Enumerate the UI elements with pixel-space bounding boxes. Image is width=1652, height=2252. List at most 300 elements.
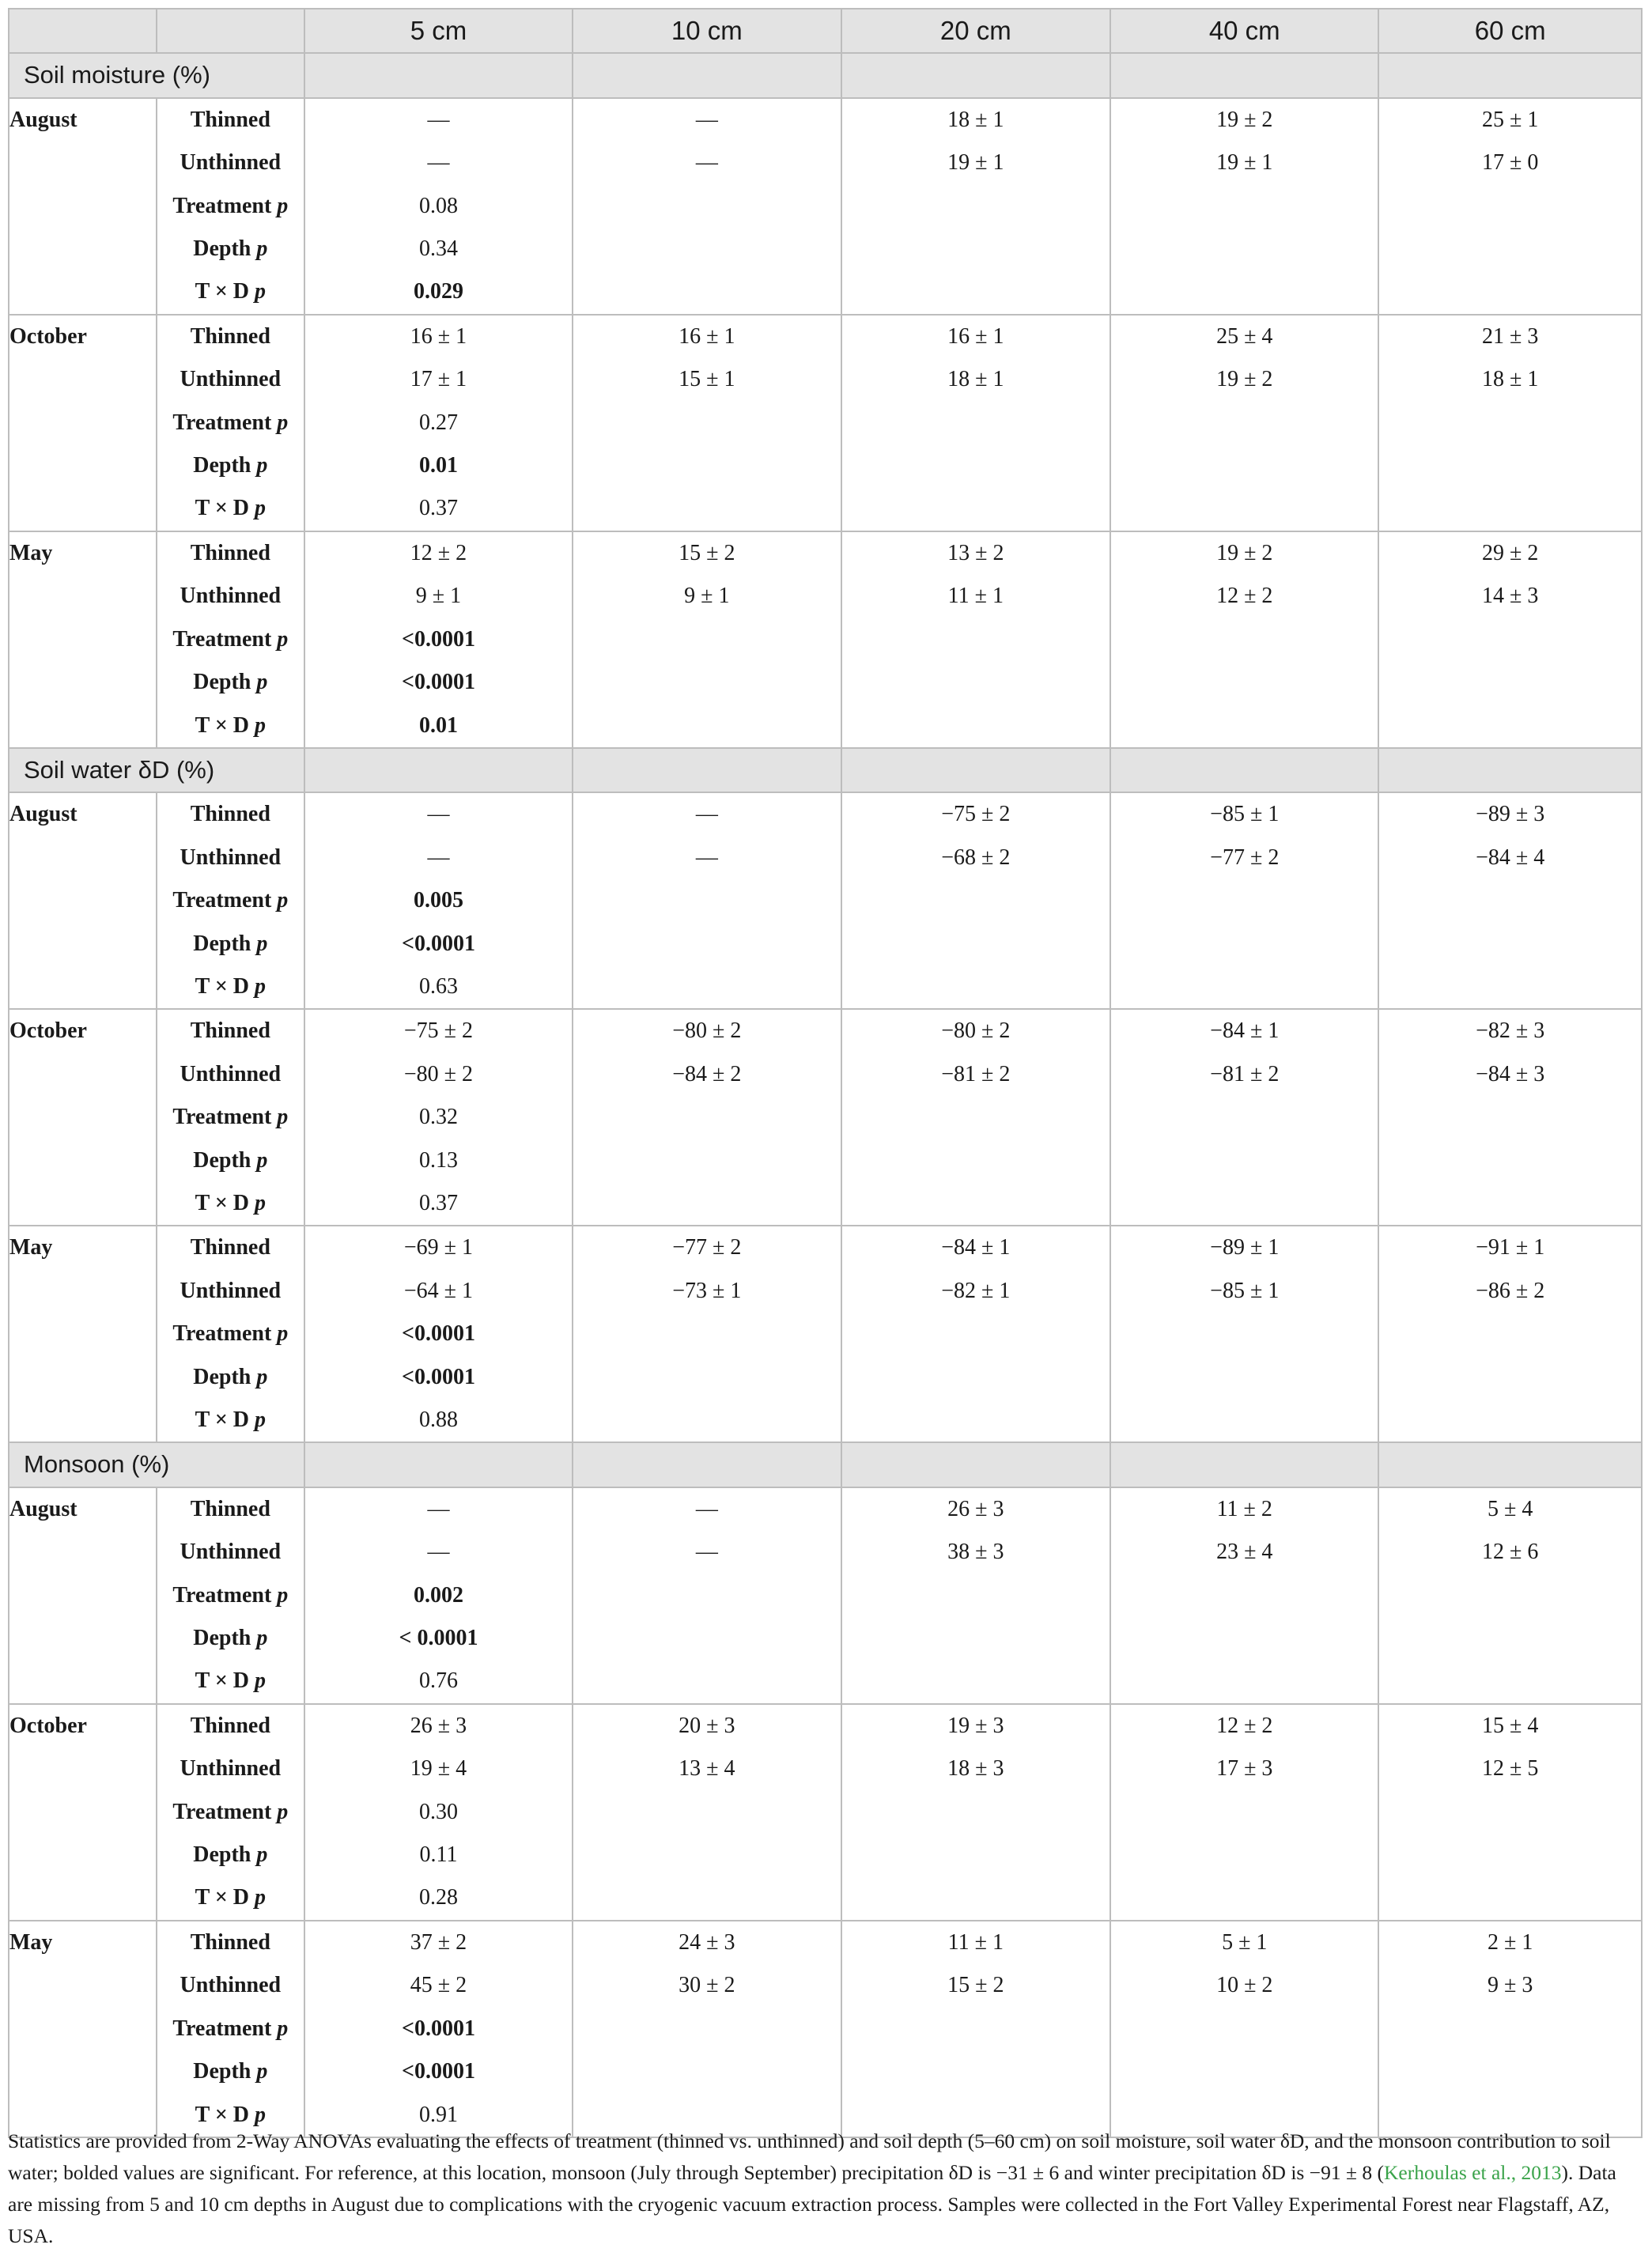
row-label-text: Depth (193, 931, 251, 956)
empty-cell (841, 965, 1111, 1009)
empty-cell (573, 185, 841, 228)
row-label (157, 879, 304, 922)
row-label-text: Unthinned (180, 1061, 282, 1086)
empty-cell (1110, 1096, 1378, 1139)
value-cell: 19 ± 1 (1110, 142, 1378, 184)
value-cell: −86 ± 2 (1378, 1270, 1642, 1313)
row-label (157, 487, 304, 531)
empty-cell (1378, 1834, 1642, 1876)
row-label (157, 444, 304, 487)
empty-cell (573, 1660, 841, 1703)
empty-cell (841, 1834, 1111, 1876)
value-cell: — (573, 837, 841, 879)
table-row (9, 879, 1642, 922)
table-row (9, 1226, 1642, 1269)
empty-cell (1378, 2050, 1642, 2093)
table-body (9, 53, 1642, 2137)
row-label-text: Treatment (172, 626, 272, 652)
table-row (9, 1876, 1642, 1920)
empty-cell (1110, 1356, 1378, 1399)
table-row (9, 1139, 1642, 1182)
row-label-text: Treatment (172, 1321, 272, 1347)
table-row (9, 2050, 1642, 2093)
empty-cell (573, 487, 841, 531)
row-label (157, 1009, 304, 1052)
p-value-cell: 0.005 (304, 879, 573, 922)
table-row (9, 1399, 1642, 1442)
empty-cell (573, 1876, 841, 1920)
value-cell: 19 ± 1 (841, 142, 1111, 184)
row-label-text: Thinned (190, 540, 270, 565)
empty-cell (573, 1399, 841, 1442)
row-label-text: Thinned (190, 1018, 270, 1044)
empty-cell (1378, 444, 1642, 487)
value-cell: 9 ± 1 (573, 575, 841, 618)
empty-cell (1378, 1617, 1642, 1660)
empty-cell (573, 2050, 841, 2093)
empty-cell (573, 2008, 841, 2050)
p-symbol: p (256, 453, 268, 478)
section-spacer (573, 1442, 841, 1487)
row-label-text: Depth (193, 2059, 251, 2084)
column-header: 60 cm (1378, 9, 1642, 53)
p-symbol: p (256, 1147, 268, 1173)
p-symbol: p (255, 2102, 267, 2127)
value-cell: −84 ± 1 (841, 1226, 1111, 1269)
empty-cell (1110, 1139, 1378, 1182)
value-cell: 14 ± 3 (1378, 575, 1642, 618)
empty-cell (1110, 705, 1378, 748)
row-label-text: Treatment (172, 1582, 272, 1608)
value-cell: 19 ± 2 (1110, 358, 1378, 401)
p-symbol: p (255, 1885, 267, 1910)
row-label (157, 2008, 304, 2050)
p-value-cell: < 0.0001 (304, 1617, 573, 1660)
p-value-cell: 0.11 (304, 1834, 573, 1876)
p-symbol: p (255, 973, 267, 999)
empty-cell (1110, 1791, 1378, 1834)
table-row (9, 358, 1642, 401)
table-row (9, 1182, 1642, 1226)
row-label-text: Thinned (190, 1235, 270, 1260)
empty-cell (841, 402, 1111, 444)
empty-cell (841, 270, 1111, 314)
p-symbol: p (256, 1626, 268, 1651)
table-row (9, 1921, 1642, 1964)
value-cell: −82 ± 1 (841, 1270, 1111, 1313)
section-spacer (841, 53, 1111, 97)
column-header: 20 cm (841, 9, 1111, 53)
value-cell: 26 ± 3 (841, 1487, 1111, 1531)
column-header: 40 cm (1110, 9, 1378, 53)
empty-cell (1378, 270, 1642, 314)
value-cell: −89 ± 3 (1378, 792, 1642, 836)
row-label-text: Unthinned (180, 1278, 282, 1303)
row-label (157, 1399, 304, 1442)
value-cell: — (573, 1531, 841, 1574)
table-row (9, 1487, 1642, 1531)
value-cell: 17 ± 0 (1378, 142, 1642, 184)
row-label (157, 1531, 304, 1574)
value-cell: −68 ± 2 (841, 837, 1111, 879)
table-row (9, 142, 1642, 184)
empty-cell (841, 618, 1111, 661)
value-cell: 17 ± 1 (304, 358, 573, 401)
section-label: Soil moisture (%) (9, 53, 304, 97)
row-label-text: Treatment (172, 1105, 272, 1130)
p-value-cell: 0.13 (304, 1139, 573, 1182)
p-value-cell: <0.0001 (304, 2050, 573, 2093)
row-label (157, 1096, 304, 1139)
empty-cell (573, 1313, 841, 1355)
row-label-text: Thinned (190, 1929, 270, 1955)
p-symbol: p (255, 279, 267, 304)
section-label: Monsoon (%) (9, 1442, 304, 1487)
empty-cell (1110, 1313, 1378, 1355)
value-cell: 26 ± 3 (304, 1704, 573, 1748)
row-label (157, 1270, 304, 1313)
value-cell: 12 ± 2 (304, 531, 573, 575)
month-label: August (9, 1487, 157, 1704)
row-label (157, 270, 304, 314)
footnote-text: Statistics are provided from 2-Way ANOVAs evaluating the effects of treatment (thinned vs. unthinned) and soil depth (5–60 cm) on soil moisture, soil water δD, and the monsoon contribution to soil water; bolded values are significant. For reference, at this location, monsoon (July through September) precipitation δD is −31 ± 6 and winter precipitation δD is −91 ± 8 ( (8, 2129, 1611, 2184)
p-value-cell: <0.0001 (304, 1313, 573, 1355)
value-cell: 12 ± 2 (1110, 1704, 1378, 1748)
value-cell: 12 ± 6 (1378, 1531, 1642, 1574)
p-value-cell: 0.37 (304, 487, 573, 531)
empty-cell (1110, 1399, 1378, 1442)
row-label (157, 1139, 304, 1182)
column-header (9, 9, 157, 53)
table-row (9, 487, 1642, 531)
value-cell: 11 ± 1 (841, 575, 1111, 618)
empty-cell (1378, 2008, 1642, 2050)
section-spacer (1110, 1442, 1378, 1487)
table-row (9, 705, 1642, 748)
value-cell: 11 ± 2 (1110, 1487, 1378, 1531)
section-spacer (1110, 748, 1378, 792)
empty-cell (573, 270, 841, 314)
value-cell: — (304, 792, 573, 836)
empty-cell (573, 1182, 841, 1226)
p-symbol: p (277, 2016, 289, 2041)
value-cell: 13 ± 4 (573, 1748, 841, 1790)
month-label: May (9, 531, 157, 748)
empty-cell (1110, 965, 1378, 1009)
row-label (157, 1921, 304, 1964)
value-cell: −81 ± 2 (1110, 1053, 1378, 1096)
value-cell: 18 ± 1 (1378, 358, 1642, 401)
value-cell: −91 ± 1 (1378, 1226, 1642, 1269)
empty-cell (1378, 1096, 1642, 1139)
empty-cell (841, 1574, 1111, 1617)
value-cell: 19 ± 2 (1110, 98, 1378, 142)
empty-cell (1110, 1182, 1378, 1226)
empty-cell (1110, 1574, 1378, 1617)
empty-cell (1110, 879, 1378, 922)
value-cell: — (573, 98, 841, 142)
empty-cell (1110, 1834, 1378, 1876)
value-cell: 17 ± 3 (1110, 1748, 1378, 1790)
p-value-cell: <0.0001 (304, 923, 573, 965)
row-label-text: Unthinned (180, 367, 282, 392)
empty-cell (841, 487, 1111, 531)
p-symbol: p (255, 1668, 267, 1694)
section-spacer (1110, 53, 1378, 97)
row-label-text: Treatment (172, 193, 272, 218)
section-spacer (1378, 1442, 1642, 1487)
results-table (8, 8, 1643, 2138)
value-cell: 11 ± 1 (841, 1921, 1111, 1964)
empty-cell (1378, 618, 1642, 661)
table-row (9, 1313, 1642, 1355)
table-row (9, 531, 1642, 575)
value-cell: −73 ± 1 (573, 1270, 841, 1313)
p-value-cell: <0.0001 (304, 1356, 573, 1399)
table-row (9, 270, 1642, 314)
value-cell: 10 ± 2 (1110, 1964, 1378, 2007)
p-symbol: p (277, 1105, 289, 1130)
p-symbol: p (256, 236, 268, 262)
p-value-cell: 0.01 (304, 705, 573, 748)
p-value-cell: 0.32 (304, 1096, 573, 1139)
value-cell: 2 ± 1 (1378, 1921, 1642, 1964)
row-label (157, 98, 304, 142)
value-cell: 15 ± 2 (841, 1964, 1111, 2007)
value-cell: −75 ± 2 (304, 1009, 573, 1052)
row-label (157, 531, 304, 575)
row-label (157, 575, 304, 618)
empty-cell (573, 1574, 841, 1617)
header-row (9, 9, 1642, 53)
row-label-text: Depth (193, 236, 251, 262)
value-cell: — (304, 142, 573, 184)
value-cell: 21 ± 3 (1378, 315, 1642, 358)
row-label (157, 837, 304, 879)
empty-cell (841, 1139, 1111, 1182)
month-label: October (9, 1009, 157, 1226)
empty-cell (573, 1834, 841, 1876)
table-row (9, 228, 1642, 270)
empty-cell (573, 705, 841, 748)
row-label-text: Depth (193, 1842, 251, 1868)
month-label: October (9, 315, 157, 531)
value-cell: 25 ± 1 (1378, 98, 1642, 142)
section-spacer (304, 748, 573, 792)
value-cell: 24 ± 3 (573, 1921, 841, 1964)
row-label (157, 2050, 304, 2093)
value-cell: −75 ± 2 (841, 792, 1111, 836)
empty-cell (841, 2008, 1111, 2050)
empty-cell (1110, 2008, 1378, 2050)
row-label-text: T × D (195, 496, 250, 521)
section-spacer (304, 1442, 573, 1487)
empty-cell (1110, 661, 1378, 704)
row-label (157, 1356, 304, 1399)
empty-cell (841, 1617, 1111, 1660)
value-cell: −85 ± 1 (1110, 792, 1378, 836)
table-row (9, 1791, 1642, 1834)
value-cell: 16 ± 1 (304, 315, 573, 358)
citation-link[interactable]: Kerhoulas et al., 2013 (1383, 2161, 1562, 2184)
section-spacer (573, 748, 841, 792)
empty-cell (1110, 618, 1378, 661)
empty-cell (1378, 879, 1642, 922)
table-row (9, 1356, 1642, 1399)
row-label-text: Thinned (190, 323, 270, 349)
p-value-cell: 0.029 (304, 270, 573, 314)
value-cell: 15 ± 4 (1378, 1704, 1642, 1748)
value-cell: −77 ± 2 (1110, 837, 1378, 879)
value-cell: — (304, 837, 573, 879)
value-cell: 15 ± 1 (573, 358, 841, 401)
table-row (9, 1964, 1642, 2007)
row-label (157, 1313, 304, 1355)
p-value-cell: 0.34 (304, 228, 573, 270)
row-label (157, 402, 304, 444)
row-label (157, 923, 304, 965)
p-value-cell: 0.30 (304, 1791, 573, 1834)
empty-cell (841, 1791, 1111, 1834)
table-row (9, 1531, 1642, 1574)
table-row (9, 402, 1642, 444)
empty-cell (1378, 1139, 1642, 1182)
value-cell: 18 ± 1 (841, 358, 1111, 401)
row-label-text: T × D (195, 1408, 250, 1432)
p-value-cell: 0.01 (304, 444, 573, 487)
row-label-text: Treatment (172, 2016, 272, 2041)
value-cell: 19 ± 2 (1110, 531, 1378, 575)
value-cell: 9 ± 3 (1378, 1964, 1642, 2007)
row-label-text: Depth (193, 670, 251, 695)
p-symbol: p (277, 1321, 289, 1347)
empty-cell (1110, 1876, 1378, 1920)
p-value-cell: 0.88 (304, 1399, 573, 1442)
empty-cell (573, 879, 841, 922)
row-label (157, 228, 304, 270)
value-cell: 20 ± 3 (573, 1704, 841, 1748)
row-label (157, 1834, 304, 1876)
empty-cell (1378, 1791, 1642, 1834)
row-label-text: Thinned (190, 1713, 270, 1738)
row-label (157, 1574, 304, 1617)
row-label (157, 358, 304, 401)
empty-cell (573, 1356, 841, 1399)
value-cell: — (304, 1531, 573, 1574)
p-symbol: p (277, 1799, 289, 1824)
value-cell: 12 ± 5 (1378, 1748, 1642, 1790)
value-cell: −84 ± 4 (1378, 837, 1642, 879)
table-row (9, 315, 1642, 358)
row-label (157, 1053, 304, 1096)
table-row (9, 98, 1642, 142)
p-symbol: p (255, 712, 267, 738)
table-row (9, 661, 1642, 704)
table-row (9, 923, 1642, 965)
row-label (157, 1748, 304, 1790)
row-label-text: T × D (195, 1190, 250, 1215)
empty-cell (573, 1791, 841, 1834)
value-cell: −84 ± 1 (1110, 1009, 1378, 1052)
row-label (157, 1791, 304, 1834)
table-row (9, 1053, 1642, 1096)
value-cell: 5 ± 4 (1378, 1487, 1642, 1531)
value-cell: 12 ± 2 (1110, 575, 1378, 618)
table-row (9, 1748, 1642, 1790)
p-symbol: p (256, 670, 268, 695)
value-cell: −89 ± 1 (1110, 1226, 1378, 1269)
empty-cell (1110, 402, 1378, 444)
row-label-text: Unthinned (180, 1973, 282, 1998)
row-label-text: Thinned (190, 802, 270, 827)
table-row (9, 2008, 1642, 2050)
value-cell: 45 ± 2 (304, 1964, 573, 2007)
row-label (157, 185, 304, 228)
value-cell: — (304, 98, 573, 142)
value-cell: 18 ± 3 (841, 1748, 1111, 1790)
row-label (157, 1617, 304, 1660)
p-value-cell: <0.0001 (304, 661, 573, 704)
p-value-cell: 0.37 (304, 1182, 573, 1226)
table-row (9, 1660, 1642, 1703)
empty-cell (573, 228, 841, 270)
value-cell: −84 ± 3 (1378, 1053, 1642, 1096)
value-cell: −82 ± 3 (1378, 1009, 1642, 1052)
month-label: August (9, 98, 157, 315)
empty-cell (1110, 444, 1378, 487)
p-symbol: p (277, 193, 289, 218)
empty-cell (573, 661, 841, 704)
empty-cell (573, 1096, 841, 1139)
empty-cell (1378, 487, 1642, 531)
table-row (9, 1834, 1642, 1876)
row-label (157, 142, 304, 184)
empty-cell (573, 618, 841, 661)
section-spacer (1378, 53, 1642, 97)
row-label (157, 315, 304, 358)
empty-cell (1378, 402, 1642, 444)
empty-cell (573, 444, 841, 487)
section-row (9, 748, 1642, 792)
month-label: October (9, 1704, 157, 1921)
value-cell: 23 ± 4 (1110, 1531, 1378, 1574)
value-cell: −80 ± 2 (304, 1053, 573, 1096)
empty-cell (1110, 1660, 1378, 1703)
table-row (9, 185, 1642, 228)
row-label-text: Treatment (172, 888, 272, 913)
empty-cell (1378, 1313, 1642, 1355)
row-label-text: Depth (193, 453, 251, 478)
table-row (9, 1009, 1642, 1052)
empty-cell (841, 1096, 1111, 1139)
row-label-text: Thinned (190, 107, 270, 132)
p-value-cell: 0.28 (304, 1876, 573, 1920)
value-cell: 15 ± 2 (573, 531, 841, 575)
row-label-text: T × D (195, 712, 250, 738)
p-symbol: p (256, 931, 268, 956)
value-cell: 9 ± 1 (304, 575, 573, 618)
row-label-text: Depth (193, 1147, 251, 1173)
p-symbol: p (277, 410, 289, 435)
p-symbol: p (256, 1842, 268, 1868)
row-label-text: T × D (195, 279, 250, 304)
empty-cell (841, 185, 1111, 228)
row-label-text: Unthinned (180, 844, 282, 870)
empty-cell (841, 1182, 1111, 1226)
table-row (9, 1617, 1642, 1660)
row-label-text: Thinned (190, 1496, 270, 1521)
p-symbol: p (277, 888, 289, 913)
